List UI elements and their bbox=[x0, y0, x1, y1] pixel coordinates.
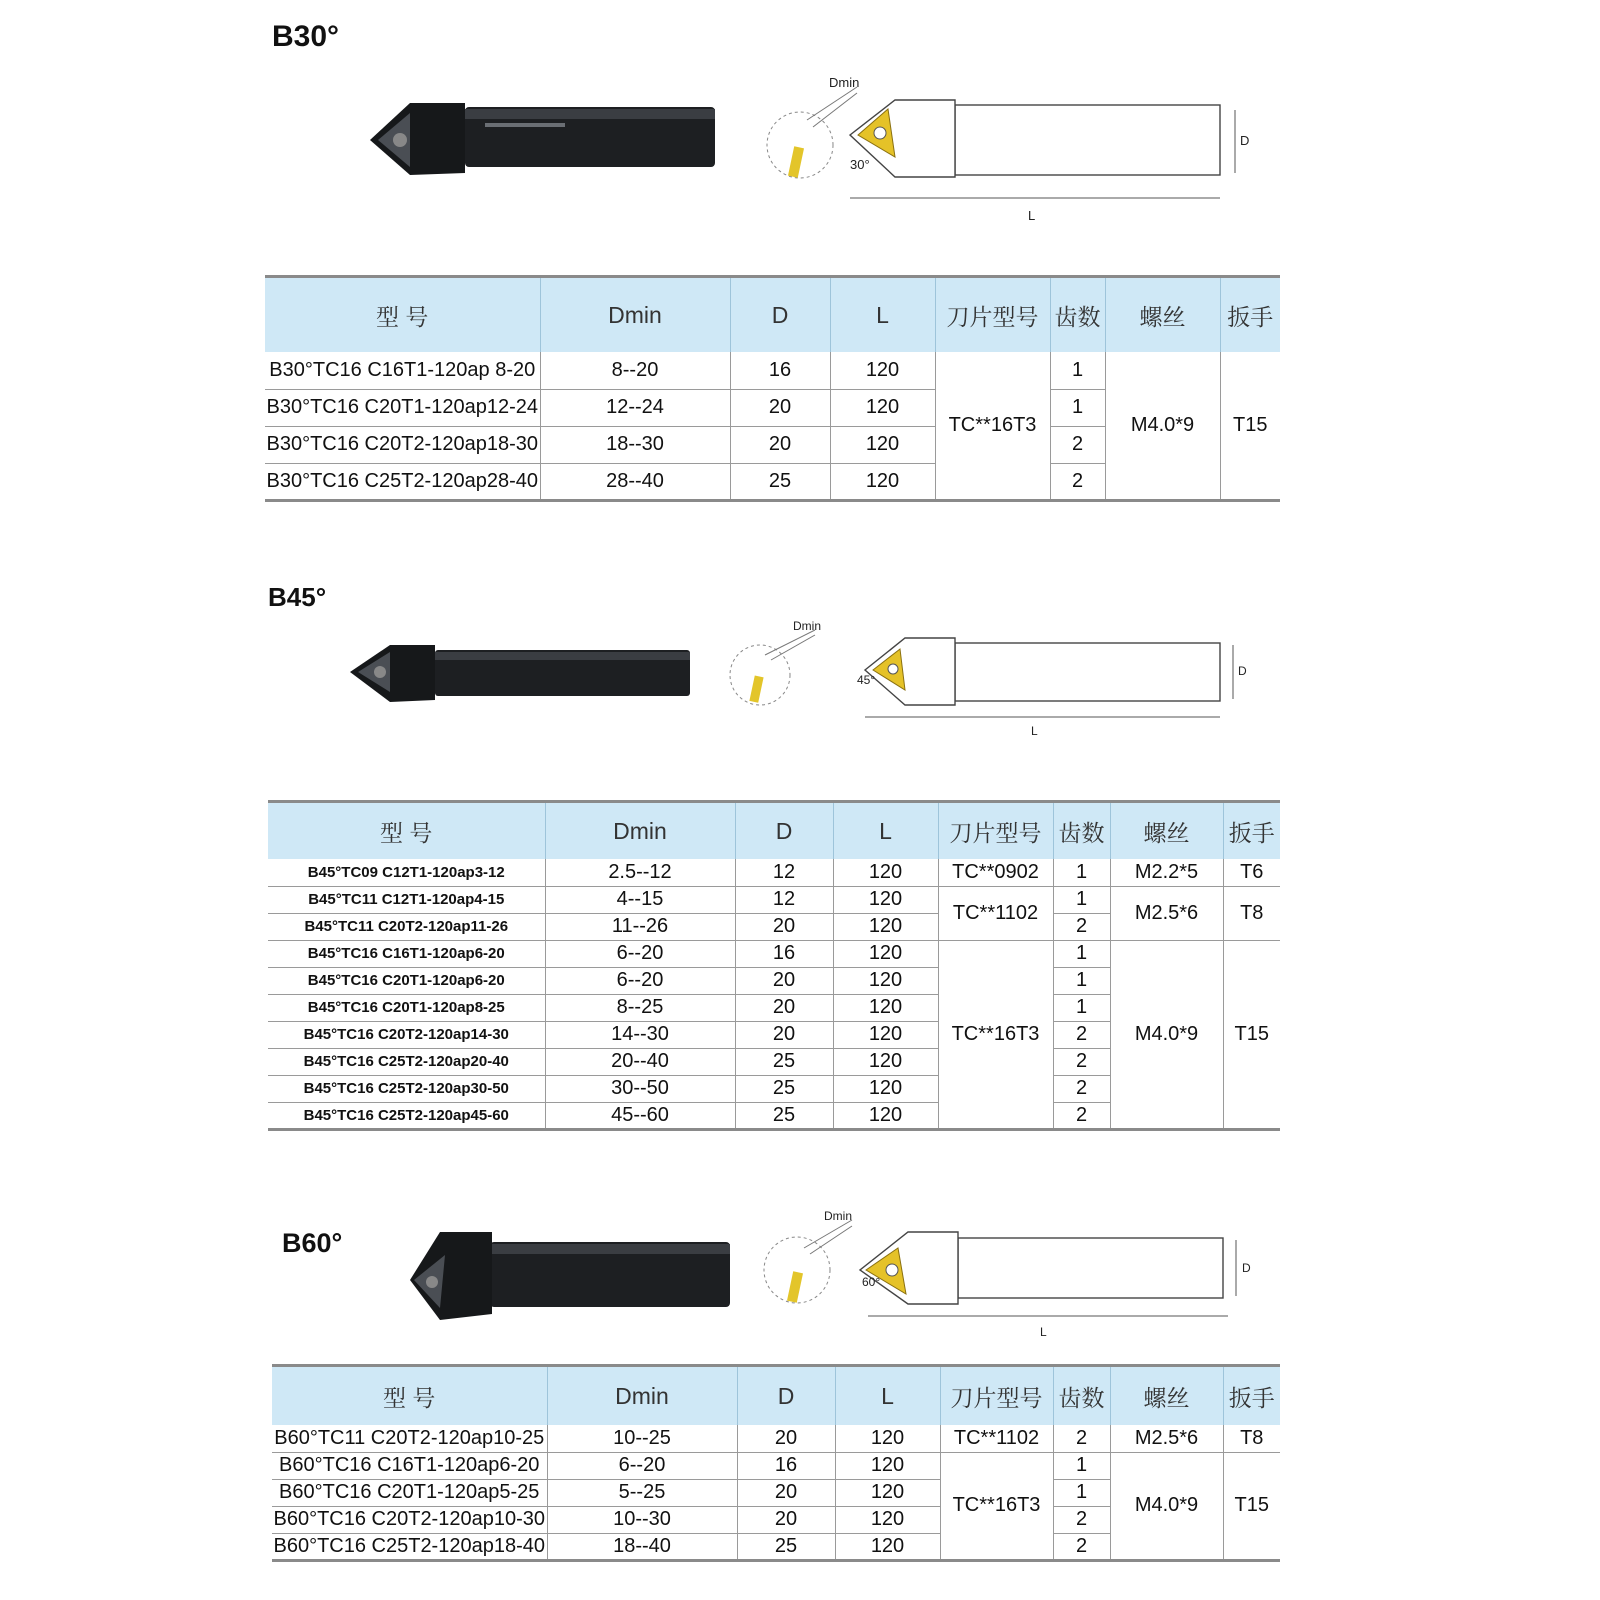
header-insert: 刀片型号 bbox=[938, 802, 1053, 860]
dmin-cell: 5--25 bbox=[547, 1479, 737, 1506]
d-cell: 12 bbox=[735, 859, 833, 886]
d-cell: 25 bbox=[737, 1533, 835, 1560]
l-cell: 120 bbox=[830, 389, 935, 426]
d-cell: 20 bbox=[735, 913, 833, 940]
teeth-cell: 2 bbox=[1053, 913, 1110, 940]
model-cell: B30°TC16 C20T2-120ap18-30 bbox=[265, 426, 540, 463]
l-cell: 120 bbox=[833, 1075, 938, 1102]
dmin-cell: 18--30 bbox=[540, 426, 730, 463]
header-insert: 刀片型号 bbox=[935, 277, 1050, 353]
d-label: D bbox=[1242, 1261, 1251, 1275]
teeth-cell: 1 bbox=[1053, 940, 1110, 967]
d-cell: 16 bbox=[735, 940, 833, 967]
dmin-cell: 14--30 bbox=[545, 1021, 735, 1048]
d-cell: 16 bbox=[737, 1452, 835, 1479]
l-cell: 120 bbox=[830, 426, 935, 463]
table-header-row bbox=[272, 1366, 1280, 1426]
d-cell: 20 bbox=[735, 994, 833, 1021]
section-title: B60° bbox=[282, 1228, 343, 1258]
model-cell: B45°TC16 C20T1-120ap8-25 bbox=[268, 994, 545, 1021]
dmin-cell: 18--40 bbox=[547, 1533, 737, 1560]
table-row bbox=[272, 1425, 1280, 1452]
d-label: D bbox=[1238, 664, 1247, 678]
header-l: L bbox=[830, 277, 935, 353]
teeth-cell: 2 bbox=[1053, 1533, 1110, 1560]
model-cell: B45°TC16 C25T2-120ap45-60 bbox=[268, 1102, 545, 1129]
header-dmin: Dmin bbox=[540, 277, 730, 353]
teeth-cell: 1 bbox=[1053, 886, 1110, 913]
l-cell: 120 bbox=[830, 352, 935, 389]
teeth-cell: 2 bbox=[1050, 426, 1105, 463]
screw-cell: M2.2*5 bbox=[1110, 859, 1223, 886]
header-screw: 螺丝 bbox=[1110, 802, 1223, 860]
model-cell: B30°TC16 C16T1-120ap 8-20 bbox=[265, 352, 540, 389]
header-teeth: 齿数 bbox=[1053, 802, 1110, 860]
l-cell: 120 bbox=[835, 1452, 940, 1479]
dmin-label: Dmin bbox=[793, 620, 822, 633]
dmin-cell: 4--15 bbox=[545, 886, 735, 913]
d-cell: 16 bbox=[730, 352, 830, 389]
dmin-cell: 45--60 bbox=[545, 1102, 735, 1129]
teeth-cell: 1 bbox=[1053, 1479, 1110, 1506]
table-row bbox=[272, 1452, 1280, 1479]
wrench-cell: T8 bbox=[1223, 886, 1280, 940]
dmin-cell: 20--40 bbox=[545, 1048, 735, 1075]
screw-cell: M4.0*9 bbox=[1105, 352, 1220, 500]
dmin-cell: 10--25 bbox=[547, 1425, 737, 1452]
l-cell: 120 bbox=[835, 1479, 940, 1506]
angle-label: 30° bbox=[850, 157, 870, 172]
d-cell: 20 bbox=[730, 426, 830, 463]
header-d: D bbox=[735, 802, 833, 860]
screw-cell: M4.0*9 bbox=[1110, 1452, 1223, 1560]
dmin-cell: 2.5--12 bbox=[545, 859, 735, 886]
wrench-cell: T6 bbox=[1223, 859, 1280, 886]
section-title: B30° bbox=[272, 20, 340, 53]
header-wrench: 扳手 bbox=[1223, 1366, 1280, 1426]
insert-cell: TC**1102 bbox=[940, 1425, 1053, 1452]
header-d: D bbox=[737, 1366, 835, 1426]
teeth-cell: 2 bbox=[1053, 1048, 1110, 1075]
teeth-cell: 2 bbox=[1050, 463, 1105, 500]
header-l: L bbox=[835, 1366, 940, 1426]
model-cell: B45°TC16 C20T1-120ap6-20 bbox=[268, 967, 545, 994]
dmin-cell: 30--50 bbox=[545, 1075, 735, 1102]
l-label: L bbox=[1028, 208, 1036, 223]
l-cell: 120 bbox=[830, 463, 935, 500]
teeth-cell: 1 bbox=[1053, 859, 1110, 886]
d-cell: 20 bbox=[735, 1021, 833, 1048]
d-cell: 20 bbox=[735, 967, 833, 994]
teeth-cell: 1 bbox=[1053, 1452, 1110, 1479]
model-cell: B30°TC16 C20T1-120ap12-24 bbox=[265, 389, 540, 426]
header-l: L bbox=[833, 802, 938, 860]
teeth-cell: 2 bbox=[1053, 1425, 1110, 1452]
dmin-cell: 6--20 bbox=[547, 1452, 737, 1479]
d-cell: 20 bbox=[737, 1506, 835, 1533]
l-label: L bbox=[1040, 1325, 1047, 1339]
d-cell: 25 bbox=[730, 463, 830, 500]
l-cell: 120 bbox=[833, 967, 938, 994]
teeth-cell: 2 bbox=[1053, 1102, 1110, 1129]
header-screw: 螺丝 bbox=[1105, 277, 1220, 353]
l-cell: 120 bbox=[833, 1021, 938, 1048]
tool-photo bbox=[410, 1230, 740, 1325]
header-wrench: 扳手 bbox=[1220, 277, 1280, 353]
dmin-cell: 8--20 bbox=[540, 352, 730, 389]
teeth-cell: 1 bbox=[1050, 389, 1105, 426]
dmin-label: Dmin bbox=[824, 1210, 853, 1223]
header-wrench: 扳手 bbox=[1223, 802, 1280, 860]
dmin-cell: 8--25 bbox=[545, 994, 735, 1021]
dmin-detail-diagram bbox=[762, 1210, 872, 1330]
teeth-cell: 1 bbox=[1053, 967, 1110, 994]
teeth-cell: 2 bbox=[1053, 1506, 1110, 1533]
d-cell: 20 bbox=[737, 1425, 835, 1452]
model-cell: B45°TC11 C12T1-120ap4-15 bbox=[268, 886, 545, 913]
insert-cell: TC**16T3 bbox=[940, 1452, 1053, 1560]
l-cell: 120 bbox=[833, 1102, 938, 1129]
model-cell: B45°TC11 C20T2-120ap11-26 bbox=[268, 913, 545, 940]
model-cell: B45°TC16 C20T2-120ap14-30 bbox=[268, 1021, 545, 1048]
model-cell: B45°TC16 C25T2-120ap30-50 bbox=[268, 1075, 545, 1102]
dmin-label: Dmin bbox=[829, 75, 860, 90]
model-cell: B60°TC16 C25T2-120ap18-40 bbox=[272, 1533, 547, 1560]
l-cell: 120 bbox=[835, 1506, 940, 1533]
l-cell: 120 bbox=[833, 913, 938, 940]
l-cell: 120 bbox=[833, 1048, 938, 1075]
angle-label: 45° bbox=[857, 673, 876, 687]
angle-label: 60° bbox=[862, 1275, 881, 1289]
insert-cell: TC**16T3 bbox=[938, 940, 1053, 1129]
model-cell: B60°TC16 C16T1-120ap6-20 bbox=[272, 1452, 547, 1479]
l-cell: 120 bbox=[833, 940, 938, 967]
d-cell: 20 bbox=[737, 1479, 835, 1506]
dmin-cell: 11--26 bbox=[545, 913, 735, 940]
model-cell: B30°TC16 C25T2-120ap28-40 bbox=[265, 463, 540, 500]
l-cell: 120 bbox=[835, 1425, 940, 1452]
insert-cell: TC**0902 bbox=[938, 859, 1053, 886]
dmin-cell: 12--24 bbox=[540, 389, 730, 426]
model-cell: B60°TC16 C20T1-120ap5-25 bbox=[272, 1479, 547, 1506]
l-cell: 120 bbox=[833, 886, 938, 913]
header-teeth: 齿数 bbox=[1050, 277, 1105, 353]
tool-dimension-drawing bbox=[858, 1230, 1258, 1340]
teeth-cell: 1 bbox=[1053, 994, 1110, 1021]
wrench-cell: T15 bbox=[1223, 940, 1280, 1129]
wrench-cell: T8 bbox=[1223, 1425, 1280, 1452]
l-cell: 120 bbox=[833, 859, 938, 886]
model-cell: B60°TC16 C20T2-120ap10-30 bbox=[272, 1506, 547, 1533]
spec-table-b60 bbox=[272, 1364, 1280, 1562]
header-insert: 刀片型号 bbox=[940, 1366, 1053, 1426]
l-label: L bbox=[1031, 724, 1038, 738]
header-model: 型 号 bbox=[265, 277, 540, 353]
insert-cell: TC**1102 bbox=[938, 886, 1053, 940]
insert-cell: TC**16T3 bbox=[935, 352, 1050, 500]
model-cell: B45°TC16 C25T2-120ap20-40 bbox=[268, 1048, 545, 1075]
wrench-cell: T15 bbox=[1220, 352, 1280, 500]
header-model: 型 号 bbox=[272, 1366, 547, 1426]
d-cell: 25 bbox=[735, 1075, 833, 1102]
header-d: D bbox=[730, 277, 830, 353]
teeth-cell: 2 bbox=[1053, 1075, 1110, 1102]
section-title: B45° bbox=[268, 582, 327, 612]
header-dmin: Dmin bbox=[547, 1366, 737, 1426]
screw-cell: M2.5*6 bbox=[1110, 1425, 1223, 1452]
d-cell: 25 bbox=[735, 1102, 833, 1129]
dmin-cell: 28--40 bbox=[540, 463, 730, 500]
dmin-cell: 6--20 bbox=[545, 940, 735, 967]
d-cell: 25 bbox=[735, 1048, 833, 1075]
header-teeth: 齿数 bbox=[1053, 1366, 1110, 1426]
teeth-cell: 1 bbox=[1050, 352, 1105, 389]
dmin-cell: 10--30 bbox=[547, 1506, 737, 1533]
model-cell: B45°TC09 C12T1-120ap3-12 bbox=[268, 859, 545, 886]
header-screw: 螺丝 bbox=[1110, 1366, 1223, 1426]
header-dmin: Dmin bbox=[545, 802, 735, 860]
wrench-cell: T15 bbox=[1223, 1452, 1280, 1560]
d-cell: 20 bbox=[730, 389, 830, 426]
l-cell: 120 bbox=[835, 1533, 940, 1560]
screw-cell: M2.5*6 bbox=[1110, 886, 1223, 940]
d-label: D bbox=[1240, 133, 1250, 148]
teeth-cell: 2 bbox=[1053, 1021, 1110, 1048]
model-cell: B45°TC16 C16T1-120ap6-20 bbox=[268, 940, 545, 967]
model-cell: B60°TC11 C20T2-120ap10-25 bbox=[272, 1425, 547, 1452]
dmin-cell: 6--20 bbox=[545, 967, 735, 994]
l-cell: 120 bbox=[833, 994, 938, 1021]
d-cell: 12 bbox=[735, 886, 833, 913]
screw-cell: M4.0*9 bbox=[1110, 940, 1223, 1129]
header-model: 型 号 bbox=[268, 802, 545, 860]
